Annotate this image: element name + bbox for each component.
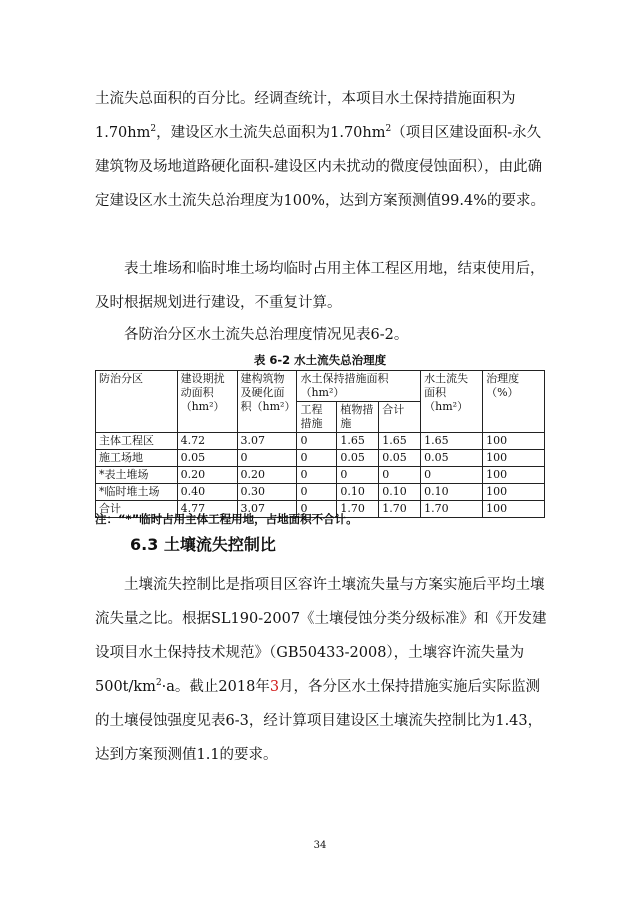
header-measures-group: 水土保持措施面积（hm²）	[297, 371, 421, 402]
cell-treatment: 100	[483, 501, 545, 518]
table-caption: 表 6-2 水土流失总治理度	[253, 353, 387, 367]
header-treatment: 治理度（%）	[483, 371, 545, 433]
cell-vegetation: 0	[337, 467, 379, 484]
paragraph-table-ref: 各防治分区水土流失总治理度情况见表6-2。	[124, 327, 409, 343]
header-zone: 防治分区	[96, 371, 178, 433]
table-row	[96, 467, 545, 484]
cell-hardened: 3.07	[237, 433, 297, 450]
page-number: 34	[313, 840, 327, 851]
section-heading: 6.3 土壤流失控制比	[130, 535, 276, 554]
table-row	[96, 433, 545, 450]
cell-loss-area: 0	[421, 467, 483, 484]
header-disturbed: 建设期扰动面积（hm²）	[177, 371, 237, 433]
header-subtotal: 合计	[379, 402, 421, 433]
cell-vegetation: 0.05	[337, 450, 379, 467]
cell-vegetation: 0.10	[337, 484, 379, 501]
cell-zone: 主体工程区	[96, 433, 178, 450]
cell-vegetation: 1.70	[337, 501, 379, 518]
cell-loss-area: 0.10	[421, 484, 483, 501]
paragraph-control-ratio: 土壤流失控制比是指项目区容许土壤流失量与方案实施后平均土壤流失量之比。根据SL190-2007《土壤侵蚀分类分级标准》和《开发建设项目水土保持技术规范》（GB50433-2008），土壤容许流失量为$500t/km^2\cdot a$。截止2018年3月，各分区水土保持措施实施后实际监测的土壤侵蚀强度见表6-3，经计算项目建设区土壤流失控制比为1.43，达到方案预测值1.1的要求。	[95, 577, 547, 763]
cell-disturbed: 0.05	[177, 450, 237, 467]
cell-engineering: 0	[297, 467, 337, 484]
cell-treatment: 100	[483, 450, 545, 467]
cell-engineering: 0	[297, 484, 337, 501]
cell-subtotal: 1.65	[379, 433, 421, 450]
cell-zone: *临时堆土场	[96, 484, 178, 501]
cell-hardened: 3.07	[237, 501, 297, 518]
table-row	[96, 450, 545, 467]
highlighted-month: 3	[269, 679, 280, 695]
header-loss-area: 水土流失面积（hm²）	[421, 371, 483, 433]
cell-disturbed: 4.72	[177, 433, 237, 450]
cell-hardened: 0.30	[237, 484, 297, 501]
cell-treatment: 100	[483, 484, 545, 501]
paragraph-erosion-area: 土流失总面积的百分比。经调查统计，本项目水土保持措施面积为$1.70hm^2$，建设区水土流失总面积为$1.70hm^2$（项目区建设面积-永久建筑物及场地道路硬化面积-建设区内未扰动的微度侵蚀面积），由此确定建设区水土流失总治理度为100%，达到方案预测值99.4%的要求。	[95, 91, 546, 209]
cell-subtotal: 0.10	[379, 484, 421, 501]
cell-engineering: 0	[297, 501, 337, 518]
header-hardened: 建构筑物及硬化面积（hm²）	[237, 371, 297, 433]
cell-subtotal: 1.70	[379, 501, 421, 518]
table-note: 注：“*”临时占用主体工程用地，占地面积不合计。	[95, 512, 358, 526]
cell-loss-area: 1.70	[421, 501, 483, 518]
cell-loss-area: 0.05	[421, 450, 483, 467]
cell-disturbed: 0.20	[177, 467, 237, 484]
header-engineering: 工程措施	[297, 402, 337, 433]
cell-engineering: 0	[297, 433, 337, 450]
table-row	[96, 484, 545, 501]
cell-hardened: 0	[237, 450, 297, 467]
treatment-table	[95, 370, 545, 518]
cell-treatment: 100	[483, 433, 545, 450]
cell-zone: *表土堆场	[96, 467, 178, 484]
cell-engineering: 0	[297, 450, 337, 467]
cell-zone: 合计	[96, 501, 178, 518]
header-vegetation: 植物措施	[337, 402, 379, 433]
table-header-row	[96, 371, 545, 402]
cell-loss-area: 1.65	[421, 433, 483, 450]
cell-treatment: 100	[483, 467, 545, 484]
cell-disturbed: 0.40	[177, 484, 237, 501]
cell-subtotal: 0.05	[379, 450, 421, 467]
paragraph-stockpile: 表土堆场和临时堆土场均临时占用主体工程区用地，结束使用后，及时根据规划进行建设，不重复计算。	[95, 261, 545, 311]
cell-vegetation: 1.65	[337, 433, 379, 450]
cell-disturbed: 4.77	[177, 501, 237, 518]
cell-hardened: 0.20	[237, 467, 297, 484]
cell-subtotal: 0	[379, 467, 421, 484]
cell-zone: 施工场地	[96, 450, 178, 467]
